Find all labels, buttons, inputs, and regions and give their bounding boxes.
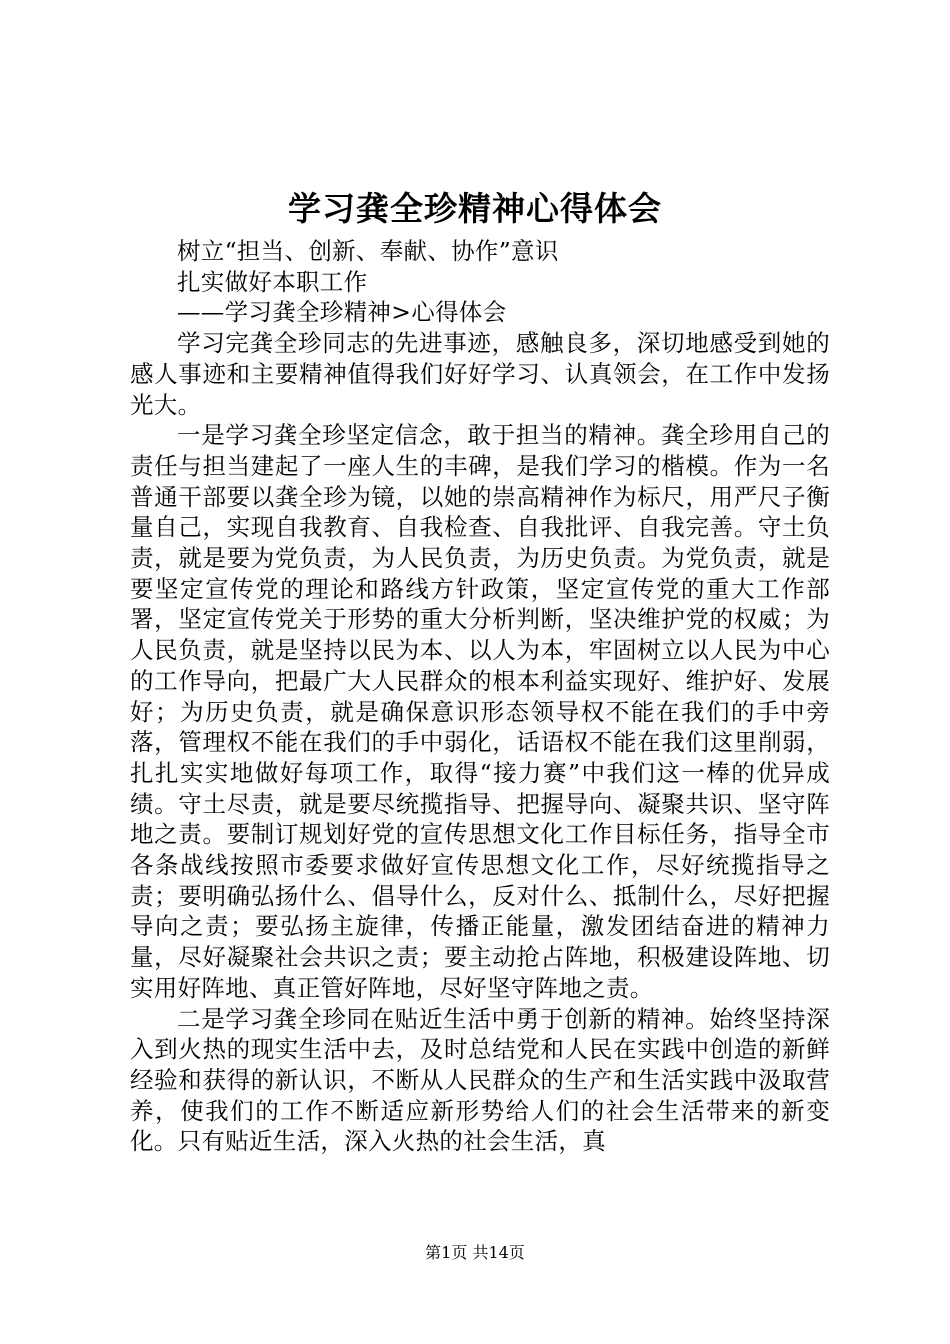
subtitle-line: 扎实做好本职工作: [177, 267, 368, 296]
document-body: [130, 236, 830, 1157]
page-footer: 第1页 共14页: [425, 1243, 525, 1262]
subtitle-line: ——学习龚全珍精神>心得体会: [177, 298, 507, 327]
body-paragraph: 一是学习龚全珍坚定信念，敢于担当的精神。龚全珍用自己的责任与担当建起了一座人生的丰碑，是我们学习的楷模。作为一名普通干部要以龚全珍为镜，以她的崇高精神作为标尺，用严尺子衡量自己，实现自我教育、自我检查、自我批评、自我完善。守土负责，就是要为党负责，为人民负责，为历史负责。为党负责，就是要坚定宣传党的理论和路线方针政策，坚定宣传党的重大工作部署，坚定宣传党关于形势的重大分析判断，坚决维护党的权威；为人民负责，就是坚持以民为本、以人为本，牢固树立以人民为中心的工作导向，把最广大人民群众的根本利益实现好、维护好、发展好；为历史负责，就是确保意识形态领导权不能在我们的手中旁落，管理权不能在我们的手中弱化，话语权不能在我们这里削弱，扎扎实实地做好每项工作，取得“接力赛”中我们这一棒的优异成绩。守土尽责，就是要尽统揽指导、把握导向、凝聚共识、坚守阵地之责。要制订规划好党的宣传思想文化工作目标任务，指导全市各条战线按照市委要求做好宣传思想文化工作，尽好统揽指导之责；要明确弘扬什么、倡导什么，反对什么、抵制什么，尽好把握导向之责；要弘扬主旋律，传播正能量，激发团结奋进的精神力量，尽好凝聚社会共识之责；要主动抢占阵地，积极建设阵地、切实用好阵地、真正管好阵地，尽好坚守阵地之责。: [130, 421, 830, 1002]
body-paragraph: 二是学习龚全珍同在贴近生活中勇于创新的精神。始终坚持深入到火热的现实生活中去，及时总结党和人民在实践中创造的新鲜经验和获得的新认识，不断从人民群众的生产和生活实践中汲取营养，使我们的工作不断适应新形势给人们的社会生活带来的新变化。只有贴近生活，深入火热的社会生活，真: [130, 1004, 830, 1156]
body-paragraph: 学习完龚全珍同志的先进事迹，感触良多，深切地感受到她的感人事迹和主要精神值得我们好好学习、认真领会，在工作中发扬光大。: [130, 329, 830, 419]
subtitle-line: 树立“担当、创新、奉献、协作”意识: [177, 237, 559, 265]
document-title: 学习龚全珍精神心得体会: [288, 189, 662, 228]
